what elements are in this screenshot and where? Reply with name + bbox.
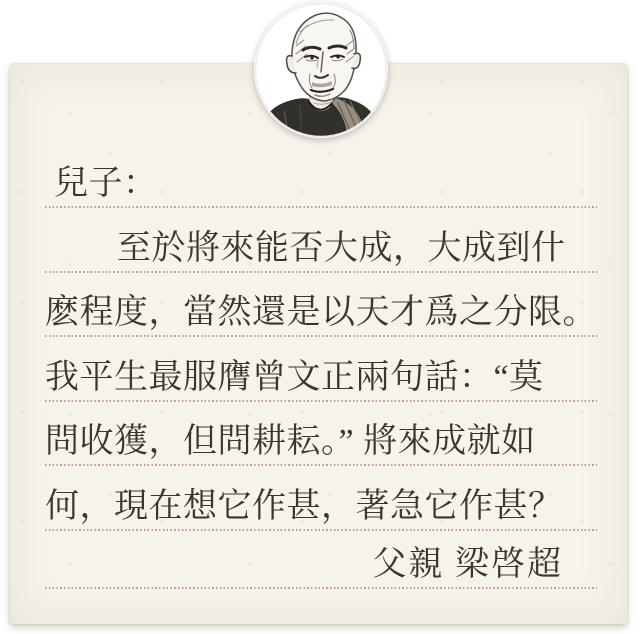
letter-signature: 父親 梁啓超 [45,533,597,589]
letter-salutation: 兒子： [45,152,597,208]
letter-line: 問收獲，但問耕耘。” 將來成就如 [45,410,597,466]
letter-line: 麽程度，當然還是以天才爲之分限。 [45,281,597,337]
portrait-medallion [254,2,388,138]
letter-line: 何，現在想它作甚，著急它作甚？ [45,475,597,531]
letter-line: 至於將來能否大成，大成到什 [45,217,597,273]
paper-note [10,64,627,624]
liang-qichao-sketch-portrait-icon [254,2,388,138]
letter-body [45,64,597,624]
letter-line: 我平生最服膺曾文正兩句話：“莫 [45,346,597,402]
